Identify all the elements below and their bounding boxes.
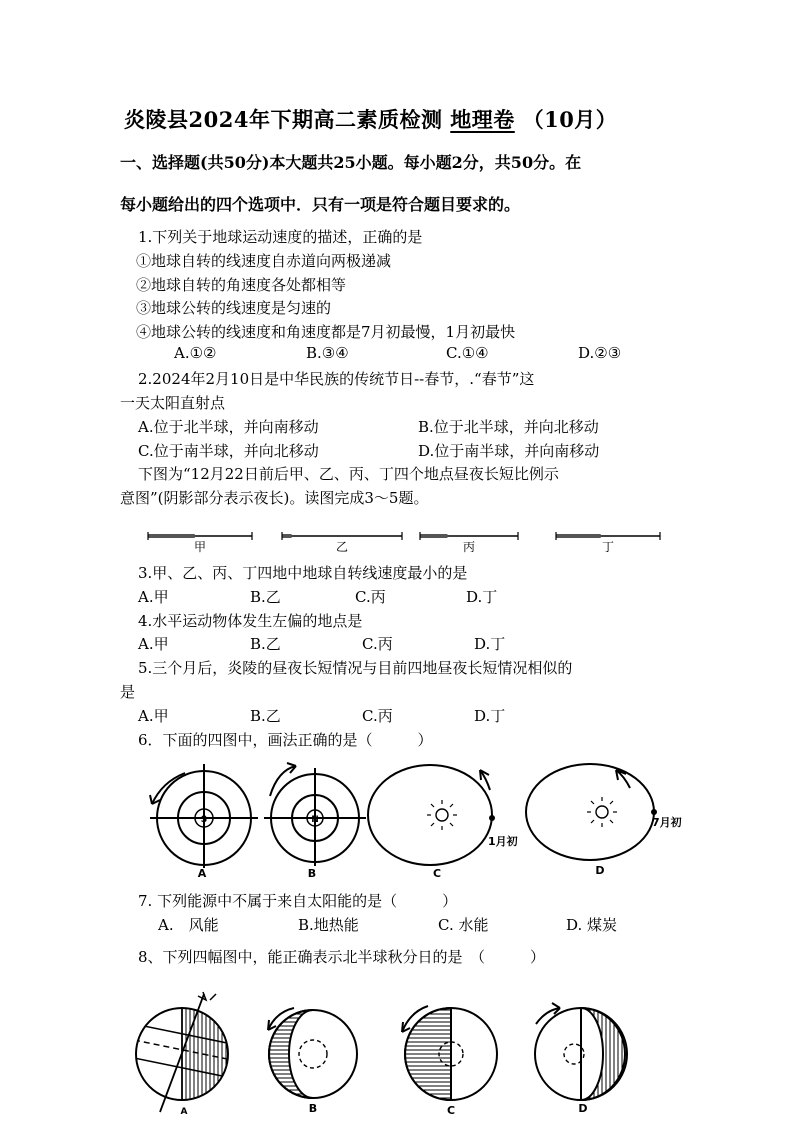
- q8-figure-d: [535, 1003, 627, 1100]
- q7-option-c: C. 水能: [438, 916, 489, 934]
- q6-label-d: D: [595, 864, 605, 877]
- q6-pole-s-label: S: [200, 815, 208, 825]
- q1-option-d: D.②③: [578, 344, 622, 362]
- q8-label-d: D: [578, 1102, 588, 1115]
- q6-pole-n-label: N: [311, 815, 319, 825]
- q6-label-b: B: [307, 867, 317, 880]
- title-main: 炎陵县2024年下期高二素质检测: [124, 107, 443, 132]
- ratio-bar-label-3: 丁: [601, 540, 615, 554]
- q6-label-a: A: [197, 867, 207, 880]
- q3-option-a: A.甲: [138, 588, 169, 606]
- q1-option-a: A.①②: [174, 344, 217, 362]
- q7-option-d: D. 煤炭: [566, 916, 618, 934]
- q5-stem-2: 是: [120, 683, 136, 701]
- q3-option-c: C.丙: [355, 588, 386, 606]
- q2-option-d: D.位于南半球，并向南移动: [418, 442, 600, 460]
- q1-statement-4: ④地球公转的线速度和角速度都是7月初最慢，1月初最快: [136, 323, 516, 341]
- q6-stem: 6．下面的四图中，画法正确的是（ ）: [138, 731, 433, 749]
- q1-option-c: C.①④: [446, 344, 489, 362]
- q2-option-b: B.位于北半球，并向北移动: [418, 418, 599, 436]
- title-subject: 地理卷: [450, 107, 515, 132]
- q3-stem: 3.甲、乙、丙、丁四地中地球自转线速度最小的是: [138, 564, 468, 582]
- title-month: （10月）: [522, 107, 618, 132]
- q6-label-c: C: [432, 867, 442, 880]
- section1-line1: 一、选择题(共50分)本大题共25小题。每小题2分，共50分。在: [120, 153, 582, 172]
- q7-option-a: A. 风能: [158, 916, 219, 934]
- q2-stem-2: 一天太阳直射点: [120, 394, 226, 412]
- q8-figure-c: [402, 1006, 497, 1100]
- ratio-bar-label-0: 甲: [193, 540, 207, 554]
- q1-statement-2: ②地球自转的角速度各处都相等: [136, 276, 347, 294]
- q6-date-c: 1月初: [488, 835, 518, 848]
- q4-option-c: C.丙: [362, 635, 393, 653]
- q7-stem: 7. 下列能源中不属于来自太阳能的是（ ）: [138, 892, 458, 910]
- q4-option-a: A.甲: [138, 635, 169, 653]
- q5-option-d: D.丁: [474, 707, 506, 725]
- section1-line2: 每小题给出的四个选项中．只有一项是符合题目要求的。: [120, 195, 521, 214]
- ratio-bar-label-1: 乙: [335, 540, 349, 554]
- q8-label-c: C: [446, 1104, 456, 1117]
- q4-stem: 4.水平运动物体发生左偏的地点是: [138, 612, 363, 630]
- q3-option-d: D.丁: [466, 588, 498, 606]
- intro-line-1: 下图为“12月22日前后甲、乙、丙、丁四个地点昼夜长短比例示: [138, 465, 559, 483]
- q8-label-a: A: [180, 1107, 188, 1117]
- q2-option-c: C.位于南半球，并向北移动: [138, 442, 319, 460]
- q4-option-b: B.乙: [250, 635, 281, 653]
- q8-figure-b: [268, 1008, 357, 1098]
- q8-figure-a: [134, 992, 232, 1112]
- q5-option-c: C.丙: [362, 707, 393, 725]
- q5-option-a: A.甲: [138, 707, 169, 725]
- q1-stem: 1.下列关于地球运动速度的描述，正确的是: [138, 228, 423, 246]
- q8-stem: 8、下列四幅图中，能正确表示北半球秋分日的是 （ ）: [138, 948, 546, 966]
- q4-option-d: D.丁: [474, 635, 506, 653]
- q1-statement-1: ①地球自转的线速度自赤道向两极递减: [136, 252, 392, 270]
- q5-option-b: B.乙: [250, 707, 281, 725]
- q5-stem-1: 5.三个月后，炎陵的昼夜长短情况与目前四地昼夜长短情况相似的: [138, 659, 573, 677]
- ratio-bar-label-2: 丙: [462, 540, 476, 554]
- intro-line-2: 意图”(阴影部分表示夜长)。读图完成3～5题。: [120, 489, 429, 507]
- q3-option-b: B.乙: [250, 588, 281, 606]
- q2-stem-1: 2.2024年2月10日是中华民族的传统节日--春节，.“春节”这: [138, 370, 535, 388]
- q2-option-a: A.位于北半球，并向南移动: [138, 418, 319, 436]
- q7-option-b: B.地热能: [298, 916, 359, 934]
- q8-label-b: B: [308, 1102, 318, 1115]
- q6-date-d: 7月初: [652, 816, 682, 829]
- q1-option-b: B.③④: [306, 344, 349, 362]
- q1-statement-3: ③地球公转的线速度是匀速的: [136, 299, 332, 317]
